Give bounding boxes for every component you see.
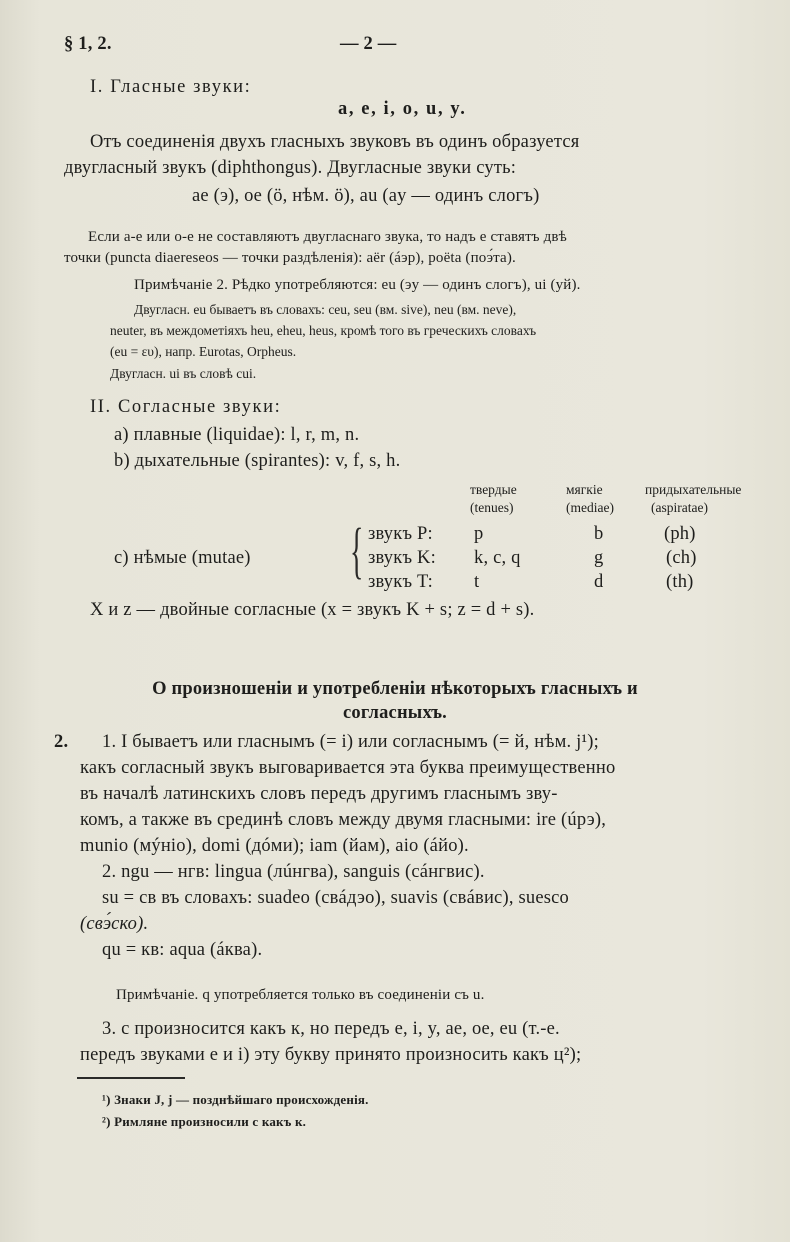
note2-line4: (eu = ευ), напр. Eurotas, Orpheus. bbox=[110, 344, 297, 359]
cell-mediae: b bbox=[594, 524, 604, 544]
note2-line3: neuter, въ междометіяхъ heu, eheu, heus, кромѣ того въ греческихъ словахъ bbox=[110, 323, 537, 338]
pronunciation-note: Примѣчаніе. q употребляется только въ соединеніи съ u. bbox=[116, 987, 485, 1003]
vowels-list: a, e, i, o, u, y. bbox=[338, 99, 467, 119]
note2-line1: Примѣчаніе 2. Рѣдко употребляются: eu (эу — одинъ слогъ), ui (уй). bbox=[134, 277, 581, 293]
rule1-line2: какъ согласный звукъ выговаривается эта буква преимущественно bbox=[80, 758, 616, 778]
note2-line2: Двугласн. eu бываетъ въ словахъ: ceu, seu (вм. sive), neu (вм. neve), bbox=[134, 302, 517, 317]
brace-icon: { bbox=[350, 517, 364, 585]
rule1-line4: комъ, а также въ срединѣ словъ между двумя гласными: ire (úрэ), bbox=[80, 810, 607, 830]
footnote-divider bbox=[77, 1077, 185, 1079]
cell-aspiratae: (th) bbox=[666, 572, 694, 592]
consonants-mutae-label: c) нѣмые (mutae) bbox=[114, 548, 251, 568]
cell-aspiratae: (ch) bbox=[666, 548, 697, 568]
rule3-line1: 3. c произносится какъ к, но передъ e, i, y, ae, oe, eu (т.-е. bbox=[102, 1019, 560, 1039]
rule1-line3: въ началѣ латинскихъ словъ передъ другимъ гласнымъ зву- bbox=[80, 784, 558, 804]
rule3-line2: передъ звуками e и i) эту букву принято произносить какъ ц²); bbox=[80, 1045, 582, 1065]
cell-tenues: p bbox=[474, 524, 484, 544]
footnote-1: ¹) Знаки J, j — позднѣйшаго происхожденія. bbox=[102, 1092, 369, 1107]
margin-paragraph-number: 2. bbox=[54, 732, 69, 752]
col-header-mediae-ru: мягкіе bbox=[566, 482, 603, 497]
double-consonants: X и z — двойные согласные (x = звукъ K + s; z = d + s). bbox=[90, 600, 535, 620]
diphthongs-list: ae (э), oe (ӧ, нѣм. ö), au (ay — одинъ слогъ) bbox=[192, 186, 540, 206]
section-title-line2: согласныхъ. bbox=[342, 703, 448, 723]
page-number: — 2 — bbox=[340, 34, 397, 54]
footnote-2: ²) Римляне произносили c какъ к. bbox=[102, 1114, 307, 1129]
rule2-line4: qu = кв: aqua (áква). bbox=[102, 940, 263, 960]
vowels-heading: I. Гласные звуки: bbox=[90, 77, 252, 97]
col-header-aspiratae-ru: придыхательные bbox=[645, 482, 742, 497]
consonants-liquidae: a) плавные (liquidae): l, r, m, n. bbox=[114, 425, 360, 445]
row-label: звукъ T: bbox=[368, 572, 433, 592]
section-reference: § 1, 2. bbox=[64, 34, 112, 54]
consonants-heading: II. Согласные звуки: bbox=[90, 397, 282, 417]
diaeresis-rule-line2: точки (puncta diaereseos — точки раздѣленія): aër (áэр), poëta (поэ́та). bbox=[64, 250, 516, 266]
rule1-line1: 1. I бываетъ или гласнымъ (= i) или согласнымъ (= й, нѣм. j¹); bbox=[102, 732, 599, 752]
cell-tenues: t bbox=[474, 572, 480, 592]
cell-aspiratae: (ph) bbox=[664, 524, 696, 544]
consonants-spirantes: b) дыхательные (spirantes): v, f, s, h. bbox=[114, 451, 401, 471]
row-label: звукъ K: bbox=[368, 548, 436, 568]
col-header-mediae-la: (mediae) bbox=[566, 500, 614, 515]
rule2-line1: 2. ngu — нгв: lingua (лúнгва), sanguis (сáнгвис). bbox=[102, 862, 485, 882]
col-header-tenues-ru: твердые bbox=[470, 482, 517, 497]
col-header-tenues-la: (tenues) bbox=[470, 500, 514, 515]
rule2-line2: su = св въ словахъ: suadeo (свáдэо), suavis (свáвис), suesco bbox=[102, 888, 570, 908]
col-header-aspiratae-la: (aspiratae) bbox=[651, 500, 708, 515]
rule1-line5: munio (мýніо), domi (дóми); iam (йам), aio (áйо). bbox=[80, 836, 469, 856]
rule2-line3: (свэ́ско). bbox=[80, 914, 149, 934]
row-label: звукъ P: bbox=[368, 524, 433, 544]
cell-mediae: g bbox=[594, 548, 604, 568]
diphthongs-paragraph-line2: двугласный звукъ (diphthongus). Двугласные звуки суть: bbox=[64, 158, 517, 178]
note2-line5: Двугласн. ui въ словѣ cui. bbox=[110, 366, 257, 381]
cell-tenues: k, c, q bbox=[474, 548, 521, 568]
diaeresis-rule-line1: Если a-e или o-e не составляютъ двугласнаго звука, то надъ e ставятъ двѣ bbox=[88, 229, 567, 245]
section-title-line1: О произношеніи и употребленіи нѣкоторыхъ гласныхъ и bbox=[152, 679, 638, 699]
cell-mediae: d bbox=[594, 572, 604, 592]
diphthongs-paragraph-line1: Отъ соединенія двухъ гласныхъ звуковъ въ одинъ образуется bbox=[90, 132, 580, 152]
